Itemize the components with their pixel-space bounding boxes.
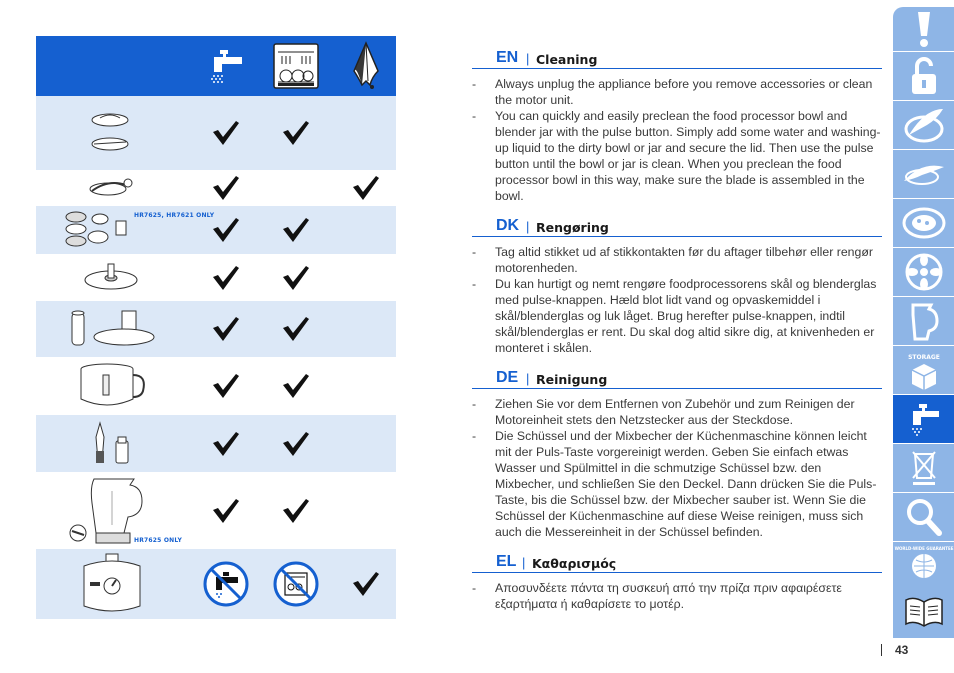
tab-search[interactable] <box>893 493 954 541</box>
check-icon <box>212 217 240 243</box>
separator: | <box>522 555 526 570</box>
row-part-image <box>36 549 186 619</box>
table-row <box>36 472 396 549</box>
cloth-header <box>336 36 396 96</box>
check-icon <box>282 498 310 524</box>
chapter-tab-strip <box>893 7 954 637</box>
row-part-image <box>36 415 186 472</box>
language-code: EL <box>496 553 517 570</box>
guarantee-icon <box>894 544 953 588</box>
table-row <box>36 301 396 357</box>
tab-disc[interactable] <box>893 199 954 247</box>
page-number-divider <box>881 644 882 656</box>
cleaning-table <box>36 36 396 583</box>
tab-blade[interactable] <box>893 101 954 149</box>
svg-text:STORAGE: STORAGE <box>907 354 940 361</box>
table-row <box>36 96 396 170</box>
row-part-image <box>36 301 186 357</box>
storage-icon <box>900 348 948 392</box>
check-icon <box>212 373 240 399</box>
language-code: EN <box>496 49 519 66</box>
tab-knife[interactable] <box>893 150 954 198</box>
check-icon <box>282 316 310 342</box>
separator: | <box>526 219 530 234</box>
paragraph: - Die Schüssel und der Mixbecher der Küchenmaschine können leicht mit der Puls-Taste vorgereinigt werden. Geben Sie einfach etwas Wasser und Spülmittel in die schmutzige Schüssel bzw. den Mixbecher, und schließen Sie den Deckel. Dann drücken Sie die Puls-Taste, bis die Schüssel bzw. der Mixbecher sauber ist. Wenn Sie die Schüssel der Küchenmaschine auf diese Weise reinigen, muss sich auch die Messereinheit in der Schüssel befinden. <box>472 429 877 539</box>
table-row <box>36 549 396 619</box>
check-icon <box>352 175 380 201</box>
exclamation-icon <box>914 10 934 48</box>
check-icon <box>282 431 310 457</box>
pusher-and-lid-icon <box>66 305 156 353</box>
row-part-image <box>36 170 186 206</box>
section-heading-dk <box>472 217 882 237</box>
discs-and-blades-icon <box>76 108 146 158</box>
check-icon <box>282 373 310 399</box>
check-icon <box>352 571 380 597</box>
search-icon <box>905 497 943 537</box>
tap-icon <box>904 399 944 439</box>
tab-storage[interactable] <box>893 346 954 394</box>
separator: | <box>526 51 530 66</box>
cloth-icon <box>348 41 384 91</box>
paragraph: - Αποσυνδέετε πάντα τη συσκευή από την πρίζα πριν αφαιρέσετε εξαρτήματα ή καθαρίσετε το μοτέρ. <box>472 581 842 611</box>
section-heading-de <box>472 369 882 389</box>
motor-unit-icon <box>76 552 146 616</box>
discs-set-icon <box>62 207 132 253</box>
table-row <box>36 206 396 254</box>
spatula-and-coupling-icon <box>86 419 136 469</box>
tab-book[interactable] <box>893 587 954 637</box>
jar-icon <box>907 301 941 341</box>
tab-disc-holder[interactable] <box>893 248 954 296</box>
dishwasher-header <box>266 36 326 96</box>
dishwasher-icon <box>272 42 320 90</box>
bowl-icon <box>73 361 149 411</box>
check-icon <box>282 217 310 243</box>
section-title: Καθαρισμός <box>532 556 617 571</box>
recycle-icon <box>909 448 939 488</box>
paragraph: - You can quickly and easily preclean the food processor bowl and blender jar with the pulse button. Simply add some water and washing-up liquid to the dirty bowl or jar and secure the lid. Then use the pulse button until the bowl or jar is clean. When you preclean the food processor bowl in this way, make sure the blade is assembled in the bowl. <box>472 109 881 203</box>
blade-icon <box>901 105 947 145</box>
tab-lock[interactable] <box>893 52 954 100</box>
book-icon <box>902 594 946 630</box>
no-tap-icon <box>203 561 249 607</box>
disc-holder-icon <box>79 258 143 298</box>
paragraph: - Du kan hurtigt og nemt rengøre foodprocessorens skål og blenderglas med pulse-knappen. Hæld blot lidt vand og opvaskemiddel i skål/blenderglas og luk låget. Brug herefter pulse-knappen, indtil skål/blenderglas er rent. Du skal dog altid sikre dig, at knivenheden er monteret i skålen. <box>472 277 877 355</box>
models-note: HR7625 ONLY <box>134 537 182 544</box>
check-icon <box>212 175 240 201</box>
tab-recycle[interactable] <box>893 444 954 492</box>
tab-exclamation[interactable] <box>893 7 954 51</box>
section-title: Cleaning <box>536 52 598 67</box>
table-row <box>36 357 396 415</box>
tap-header <box>196 36 256 96</box>
language-code: DE <box>496 369 519 386</box>
row-part-image <box>36 254 186 301</box>
blender-jar-icon <box>66 475 156 547</box>
tab-jar[interactable] <box>893 297 954 345</box>
table-header-row <box>36 36 396 96</box>
separator: | <box>526 371 530 386</box>
paragraph: - Always unplug the appliance before you remove accessories or clean the motor unit. <box>472 77 873 107</box>
tap-icon <box>204 44 248 88</box>
table-row <box>36 254 396 301</box>
check-icon <box>212 431 240 457</box>
tab-cleaning[interactable] <box>893 395 954 443</box>
paragraph: - Ziehen Sie vor dem Entfernen von Zubehör und zum Reinigen der Motoreinheit stets den Netzstecker aus der Steckdose. <box>472 397 855 427</box>
tab-guarantee[interactable] <box>893 542 954 590</box>
knife-blade-icon <box>76 173 146 203</box>
svg-text:WORLD-WIDE GUARANTEE: WORLD-WIDE GUARANTEE <box>894 546 953 551</box>
check-icon <box>212 498 240 524</box>
lock-icon <box>909 56 939 96</box>
table-row <box>36 415 396 472</box>
check-icon <box>282 120 310 146</box>
no-dishwasher-icon <box>273 561 319 607</box>
check-icon <box>282 265 310 291</box>
disc-icon <box>901 205 947 241</box>
check-icon <box>212 316 240 342</box>
check-icon <box>212 120 240 146</box>
section-heading-el <box>472 553 882 573</box>
section-heading-en <box>472 49 882 69</box>
section-title: Reinigung <box>536 372 608 387</box>
disc-holder-icon <box>904 252 944 292</box>
table-row <box>36 170 396 206</box>
knife-icon <box>900 159 948 189</box>
row-part-image <box>36 357 186 415</box>
paragraph: - Tag altid stikket ud af stikkontakten før du aftager tilbehør eller rengør motorenheden. <box>472 245 873 275</box>
language-code: DK <box>496 217 520 234</box>
row-part-image <box>36 96 186 170</box>
section-title: Rengøring <box>536 220 609 235</box>
models-note: HR7625, HR7621 ONLY <box>134 212 215 219</box>
check-icon <box>212 265 240 291</box>
page-number: 43 <box>895 643 909 657</box>
